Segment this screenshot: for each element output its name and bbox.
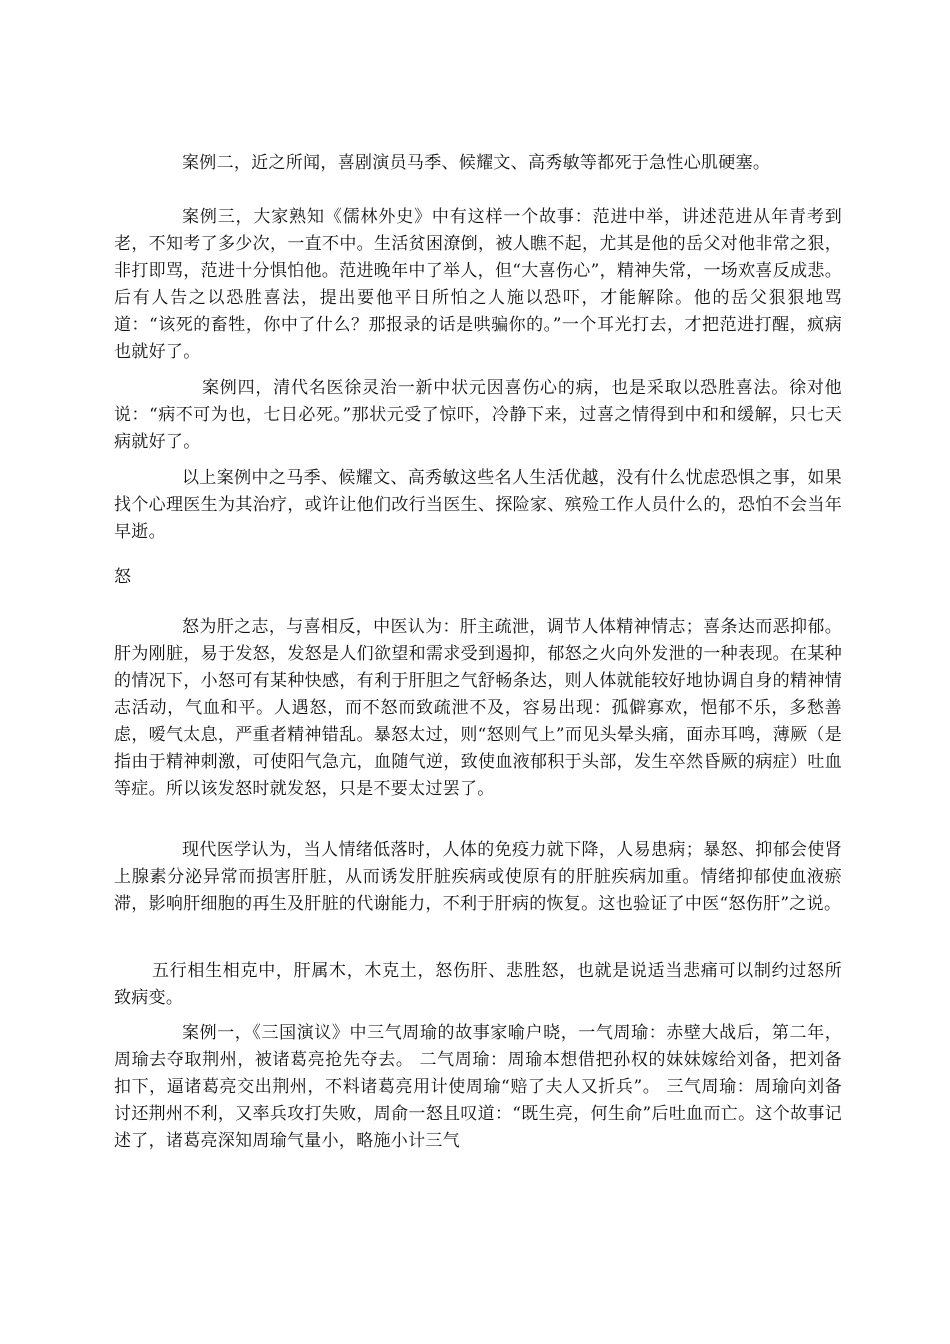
paragraph-modern-medicine: 现代医学认为，当人情绪低落时，人体的免疫力就下降，人易患病；暴怒、抑郁会使肾上腺素分泌异常而损害肝脏，从而诱发肝脏疾病或使原有的肝脏疾病加重。情绪抑郁使血液瘀滞，影响肝细胞的再生及肝脏的代谢能力，不利于肝病的恢复。这也验证了中医“怒伤肝”之说。 xyxy=(114,840,842,914)
section-heading-anger: 怒 xyxy=(114,567,131,587)
paragraph-anger-intro: 怒为肝之志，与喜相反，中医认为：肝主疏泄，调节人体精神情志；喜条达而恶抑郁。肝为刚脏，易于发怒，发怒是人们欲望和需求受到遏抑，郁怒之火向外发泄的一种表现。在某种的情况下，小怒可有某种快感，有利于肝胆之气舒畅条达，则人体就能较好地协调自身的精神情志活动，气血和平。人遇怒，而不怒而致疏泄不及，容易出现：孤僻寡欢，悒郁不乐，多愁善虑，嗳气太息，严重者精神错乱。暴怒太过，则“怒则气上”而见头晕头痛，面赤耳鸣，薄厥（是指由于精神刺激，可使阳气急亢，血随气逆，致使血液郁积于头部，发生卒然昏厥的病症）吐血等症。所以该发怒时就发怒，只是不要太过罢了。 xyxy=(114,617,842,799)
paragraph-case-two: 案例二，近之所闻，喜剧演员马季、候耀文、高秀敏等都死于急性心肌硬塞。 xyxy=(182,153,771,173)
paragraph-case-one-zhouyu: 案例一，《三国演议》中三气周瑜的故事家喻户晓，一气周瑜：赤壁大战后，第二年，周瑜去夺取荆州，被诸葛亮抢先夺去。 二气周瑜：周瑜本想借把孙权的妹妹嫁给刘备，把刘备扣下，逼诸葛亮交出荆州，不料诸葛亮用计使周瑜“赔了夫人又折兵”。 三气周瑜：周瑜向刘备讨还荆州不利，又率兵攻打失败，周俞一怒且叹道：“既生亮，何生俞”后吐血而亡。这个故事记述了，诸葛亮深知周瑜气量小，略施小计三气 xyxy=(114,1023,842,1151)
paragraph-case-four: 案例四，清代名医徐灵治一新中状元因喜伤心的病，也是采取以恐胜喜法。徐对他说：“病不可为也，七日必死。”那状元受了惊吓，冷静下来，过喜之情得到中和和缓解，只七天病就好了。 xyxy=(114,378,842,452)
paragraph-five-elements: 五行相生相克中，肝属木，木克土，怒伤肝、悲胜怒，也就是说适当悲痛可以制约过怒所致病变。 xyxy=(114,961,842,1008)
paragraph-summary: 以上案例中之马季、候耀文、高秀敏这些名人生活优越，没有什么忧虑恐惧之事，如果找个心理医生为其治疗，或许让他们改行当医生、探险家、殡殓工作人员什么的，恐怕不会当年早逝。 xyxy=(114,468,842,542)
paragraph-case-three: 案例三，大家熟知《儒林外史》中有这样一个故事：范进中举，讲述范进从年青考到老，不知考了多少次，一直不中。生活贫困潦倒，被人瞧不起，尤其是他的岳父对他非常之狠，非打即骂，范进十分惧怕他。范进晚年中了举人，但“大喜伤心”，精神失常，一场欢喜反成悲。后有人告之以恐胜喜法，提出要他平日所怕之人施以恐吓，才能解除。他的岳父狠狠地骂道：“该死的畜牲，你中了什么？那报录的话是哄骗你的。”一个耳光打去，才把范进打醒，疯病也就好了。 xyxy=(114,207,842,362)
